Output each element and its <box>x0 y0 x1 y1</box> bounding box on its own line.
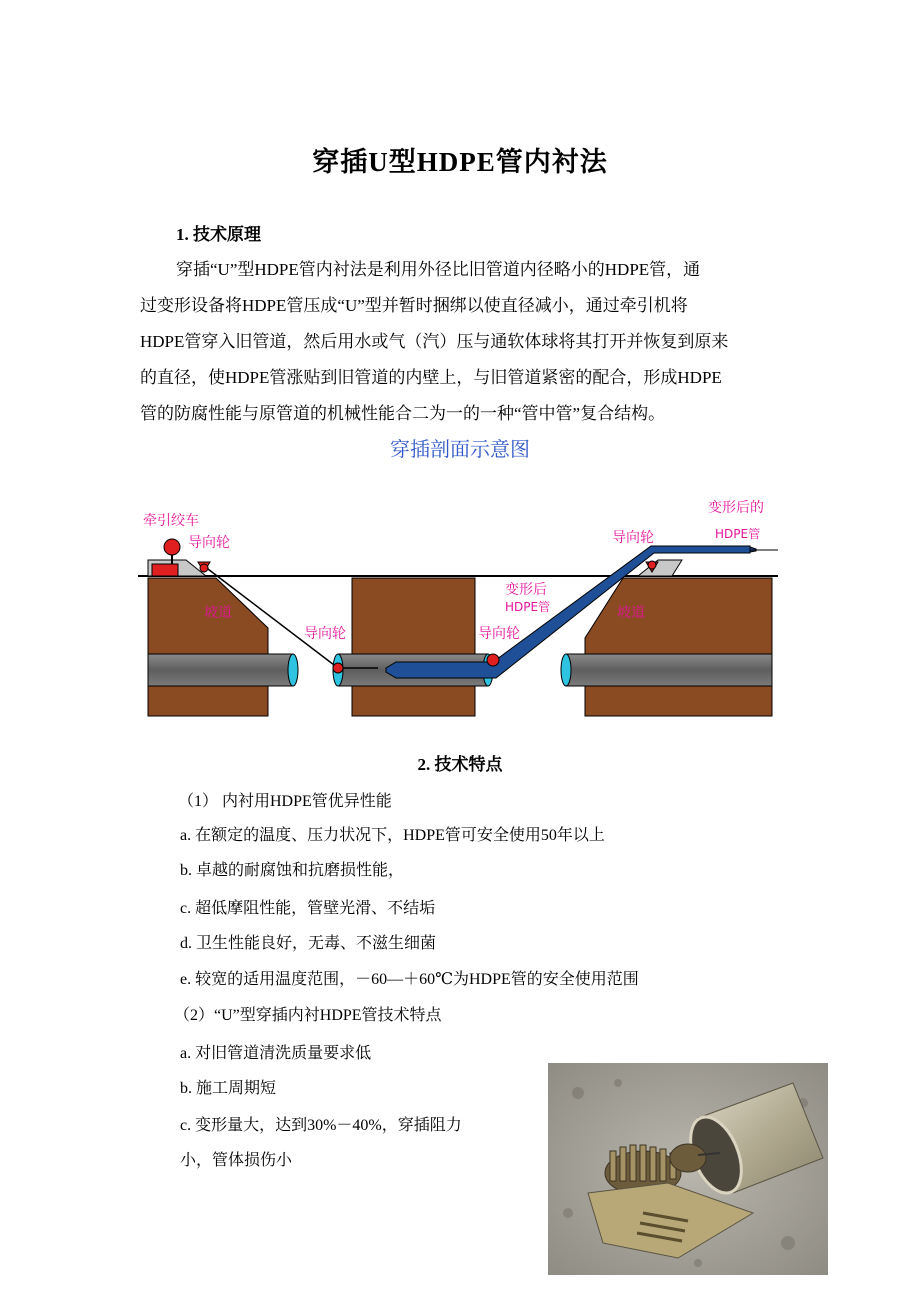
winch-icon <box>152 564 178 576</box>
list-item: 小，管体损伤小 <box>180 1152 293 1169</box>
paragraph-line: 管的防腐性能与原管道的机械性能合二为一的一种“管中管”复合结构。 <box>140 404 666 423</box>
section-1-paragraph <box>140 252 785 432</box>
winch-drum-icon <box>164 539 180 555</box>
label-guide-mid: 导向轮 <box>304 626 346 642</box>
page-title: 穿插U型HDPE管内衬法 <box>312 147 608 177</box>
site-photo <box>548 1063 828 1275</box>
label-guide-right: 导向轮 <box>612 530 654 546</box>
label-deformed-center-2: HDPE管 <box>505 600 551 614</box>
sub2-heading: （2）“U”型穿插内衬HDPE管技术特点 <box>174 1007 442 1024</box>
label-deformed-right-1: 变形后的 <box>708 500 764 516</box>
list-item: c. 变形量大，达到30%－40%，穿插阻力 <box>180 1117 462 1134</box>
insertion-section-diagram <box>138 490 778 725</box>
list-item: c. 超低摩阻性能，管壁光滑、不结垢 <box>180 900 436 917</box>
guide-wheel-icon <box>333 663 343 673</box>
paragraph-line: 穿插“U”型HDPE管内衬法是利用外径比旧管道内径略小的HDPE管，通 <box>176 260 701 279</box>
label-deformed-right-2: HDPE管 <box>715 527 761 541</box>
old-pipe-left <box>148 654 293 686</box>
list-item: d. 卫生性能良好，无毒、不滋生细菌 <box>180 935 437 952</box>
label-slope-left: 坡道 <box>204 605 232 621</box>
list-item: a. 在额定的温度、压力状况下，HDPE管可安全使用50年以上 <box>180 827 605 844</box>
section-2-heading: 2. 技术特点 <box>417 755 503 774</box>
soil-middle <box>352 578 475 716</box>
pipe-end-icon <box>288 654 298 686</box>
ramp-top-right <box>638 560 682 576</box>
paragraph-line: HDPE管穿入旧管道，然后用水或气（汽）压与通软体球将其打开并恢复到原来 <box>140 332 729 351</box>
label-guide-center: 导向轮 <box>478 626 520 642</box>
guide-wheel-icon <box>487 654 499 666</box>
paragraph-line: 的直径，使HDPE管涨贴到旧管道的内壁上，与旧管道紧密的配合，形成HDPE <box>140 368 722 387</box>
soil-right <box>585 578 772 716</box>
figure-caption: 穿插剖面示意图 <box>390 437 530 461</box>
label-guide-left: 导向轮 <box>188 535 230 551</box>
section-1-heading: 1. 技术原理 <box>176 225 261 244</box>
paragraph-line: 过变形设备将HDPE管压成“U”型并暂时捆绑以使直径减小，通过牵引机将 <box>140 296 688 315</box>
list-item: b. 卓越的耐腐蚀和抗磨损性能， <box>180 862 405 879</box>
label-slope-right: 坡道 <box>617 605 645 621</box>
list-item: b. 施工周期短 <box>180 1080 277 1097</box>
pipe-end-icon <box>561 654 571 686</box>
list-item: a. 对旧管道清洗质量要求低 <box>180 1045 372 1062</box>
sub1-heading: （1） 内衬用HDPE管优异性能 <box>178 793 392 810</box>
label-winch: 牵引绞车 <box>143 513 199 529</box>
label-deformed-center-1: 变形后 <box>505 582 547 598</box>
soil-left <box>148 578 268 716</box>
list-item: e. 较宽的适用温度范围，－60—＋60℃为HDPE管的安全使用范围 <box>180 971 639 988</box>
old-pipe-right <box>566 654 772 686</box>
